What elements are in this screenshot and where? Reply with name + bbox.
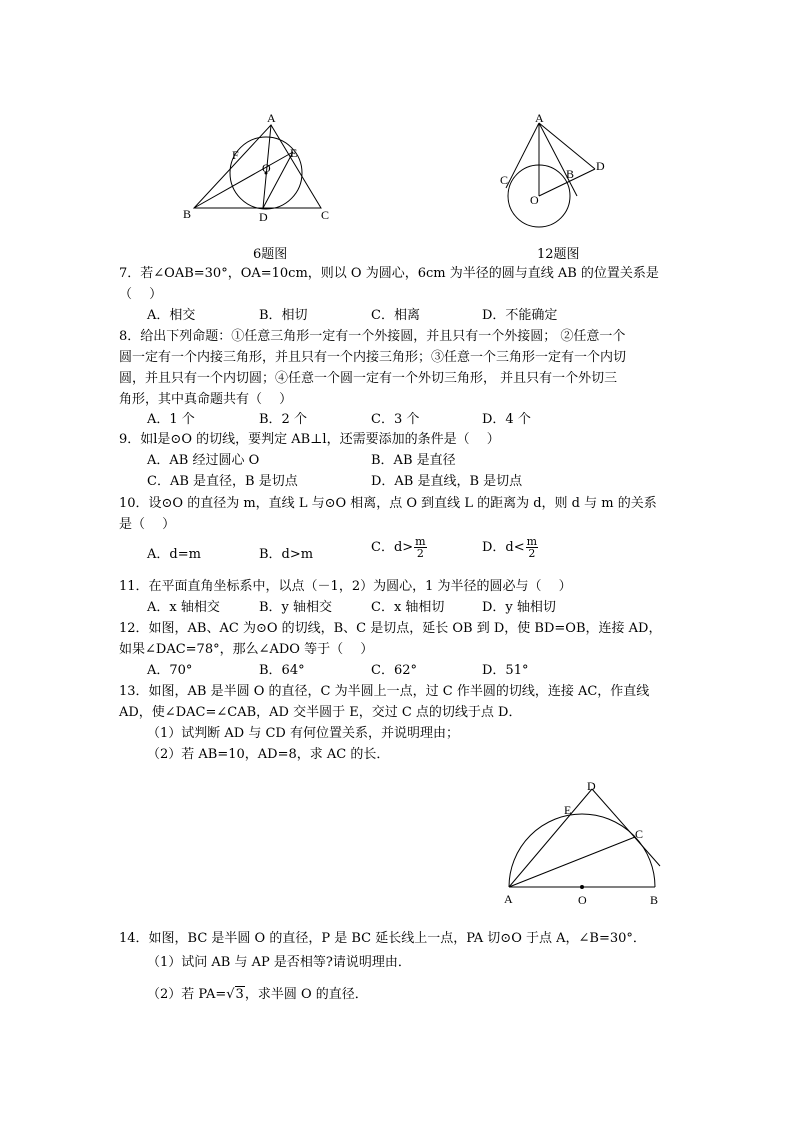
q10-line-1: 10．设⊙O 的直径为 m，直线 L 与⊙O 相离，点 O 到直线 L 的距离为 d，则 d 与 m 的关系 (119, 496, 657, 511)
q8-line-1: 8．给出下列命题：①任意三角形一定有一个外接圆，并且只有一个外接圆； ②任意一个 (119, 329, 626, 344)
q11-option-c: C．x 轴相切 (371, 600, 445, 615)
q10-option-d-text: D．d< (482, 540, 525, 555)
label-d: D (587, 779, 596, 793)
label-a: A (535, 111, 544, 125)
q10-option-c-text: C．d> (371, 540, 414, 555)
figure-6-diagram (180, 110, 340, 230)
sqrt-radicand: 3 (235, 987, 244, 1002)
sqrt-sign: √ (226, 987, 235, 1002)
fraction-numerator: m (526, 535, 538, 548)
q13-line-2: AD，使∠DAC=∠CAB，AD 交半圆于 E，交过 C 点的切线于点 D． (119, 705, 522, 720)
label-f: F (232, 148, 239, 162)
q13-sub-1: （1）试判断 AD 与 CD 有何位置关系，并说明理由； (147, 726, 459, 741)
label-c: C (321, 208, 330, 222)
label-e: E (290, 146, 298, 160)
figure-6-caption: 6题图 (253, 247, 288, 262)
segment-ad (539, 123, 595, 169)
q12-option-d: D．51° (482, 663, 529, 678)
figure-12-caption: 12题图 (537, 247, 580, 262)
center-dot (580, 885, 584, 889)
label-c: C (500, 173, 509, 187)
q8-option-d: D．4 个 (482, 412, 531, 427)
q9-option-b: B．AB 是直径 (371, 453, 456, 468)
fraction-denominator: 2 (528, 547, 536, 560)
segment-ac (509, 837, 635, 887)
label-e: E (564, 803, 572, 817)
q13-line-1: 13．如图，AB 是半圆 O 的直径，C 为半圆上一点，过 C 作半圆的切线，连接 AC，作直线 (119, 684, 650, 699)
segment-ad (509, 789, 592, 887)
tangent-ab (539, 123, 577, 196)
q8-option-a: A．1 个 (147, 412, 195, 427)
figure-12-diagram (490, 110, 620, 235)
q7-option-d: D．不能确定 (482, 308, 558, 323)
q8-option-b: B．2 个 (259, 412, 307, 427)
q9-text: 9．如l是⊙O 的切线，要判定 AB⊥l，还需要添加的条件是（ ） (119, 432, 500, 447)
label-d: D (596, 159, 605, 173)
q10-option-b: B．d>m (259, 547, 314, 562)
label-d: D (259, 210, 268, 224)
q12-option-a: A．70° (147, 663, 193, 678)
q8-line-3: 圆，并且只有一个内切圆；④任意一个圆一定有一个外切三角形， 并且只有一个外切三 (119, 371, 618, 386)
q10-option-d (482, 536, 538, 559)
fraction-denominator: 2 (416, 547, 424, 560)
q8-line-4: 角形，其中真命题共有（ ） (119, 392, 293, 407)
label-b: B (650, 893, 659, 907)
q11-option-a: A．x 轴相交 (147, 600, 220, 615)
q9-option-c: C．AB 是直径，B 是切点 (147, 474, 298, 489)
figure-13-diagram (495, 776, 670, 908)
tangent-cd (592, 789, 660, 866)
q14-sub-2-suffix: ，求半圆 O 的直径． (244, 987, 368, 1002)
q12-line-1: 12．如图，AB、AC 为⊙O 的切线，B、C 是切点，延长 OB 到 D，使 BD=OB，连接 AD， (119, 621, 662, 636)
semicircle (509, 814, 655, 887)
label-c: C (635, 827, 644, 841)
q7-option-b: B．相切 (259, 308, 308, 323)
q11-text: 11．在平面直角坐标系中，以点（－1，2）为圆心，1 为半径的圆必与（ ） (119, 579, 572, 594)
label-o: O (262, 161, 271, 175)
q9-option-d: D．AB 是直线，B 是切点 (371, 474, 523, 489)
q7-paren: （ ） (119, 287, 163, 302)
q13-sub-2: （2）若 AB=10，AD=8，求 AC 的长． (147, 747, 390, 762)
q7-text: 7．若∠OAB=30°，OA=10cm，则以 O 为圆心，6cm 为半径的圆与直线 AB 的位置关系是 (119, 266, 659, 281)
q9-option-a: A．AB 经过圆心 O (147, 453, 260, 468)
triangle-abc (194, 125, 321, 208)
q7-option-a: A．相交 (147, 308, 196, 323)
q10-option-c (371, 536, 427, 559)
fraction-m-over-2 (526, 536, 538, 559)
fraction-numerator: m (415, 535, 426, 548)
label-a: A (267, 111, 276, 125)
q12-option-c: C．62° (371, 663, 417, 678)
q12-option-b: B．64° (259, 663, 305, 678)
q12-line-2: 如果∠DAC=78°，那么∠ADO 等于（ ） (119, 642, 374, 657)
label-a: A (504, 892, 513, 906)
q11-option-d: D．y 轴相切 (482, 600, 556, 615)
q8-line-2: 圆一定有一个内接三角形，并且只有一个内接三角形；③任意一个三角形一定有一个内切 (119, 350, 627, 365)
label-o: O (530, 193, 539, 207)
q8-option-c: C．3 个 (371, 412, 420, 427)
q14-text: 14．如图，BC 是半圆 O 的直径，P 是 BC 延长线上一点，PA 切⊙O 于点 A，∠B=30°． (119, 931, 646, 946)
label-b: B (183, 207, 192, 221)
q7-option-c: C．相离 (371, 308, 420, 323)
q14-sub-2-prefix: （2）若 PA= (147, 987, 227, 1002)
label-b: B (566, 167, 575, 181)
fraction-m-over-2 (414, 536, 426, 559)
q10-line-2: 是（ ） (119, 517, 176, 532)
q14-sub-1: （1）试问 AB 与 AP 是否相等?请说明理由． (147, 955, 411, 970)
q11-option-b: B．y 轴相交 (259, 600, 333, 615)
tangent-ac (506, 123, 539, 188)
q10-option-a: A．d=m (147, 547, 201, 562)
q14-sub-2 (147, 985, 368, 1004)
label-o: O (578, 893, 587, 907)
